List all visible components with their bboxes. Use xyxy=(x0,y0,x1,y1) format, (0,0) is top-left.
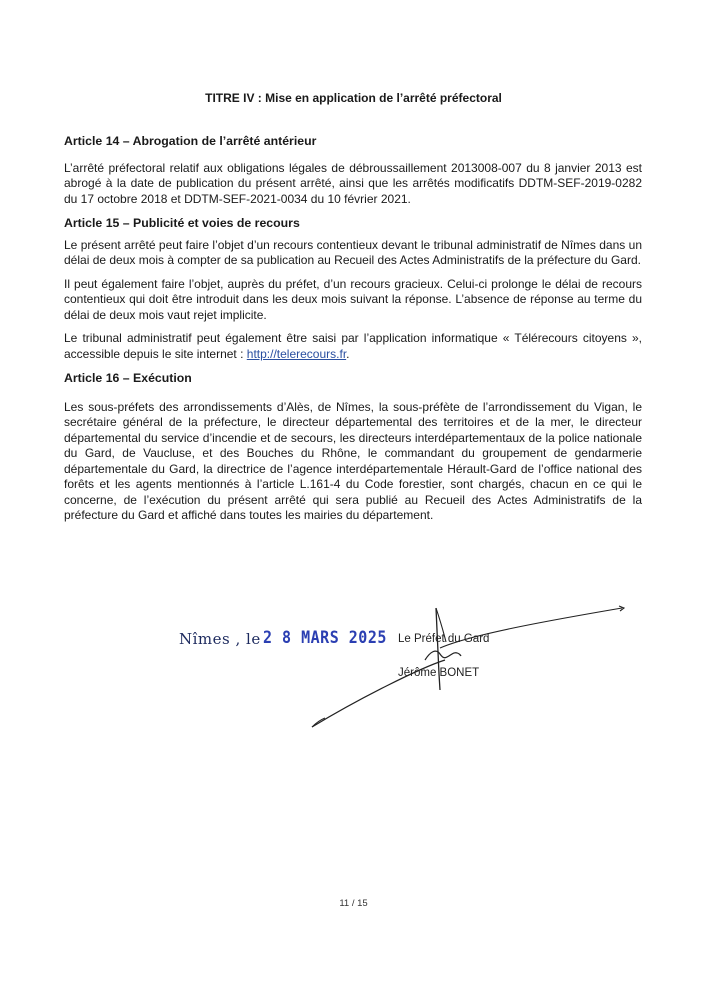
article-15-paragraph-2: Il peut également faire l’objet, auprès du préfet, d’un recours gracieux. Celui-ci prolonge le délai de recours contentieux qui doit être introduit dans les deux mois suivant la réponse. L’absence de réponse au terme du délai de deux mois vaut rejet implicite. xyxy=(64,276,642,322)
article-16-heading: Article 16 – Exécution xyxy=(64,371,192,385)
article-15-paragraph-3-end: . xyxy=(346,346,350,361)
section-title: TITRE IV : Mise en application de l’arrêté préfectoral xyxy=(205,91,502,105)
article-15-paragraph-1: Le présent arrêté peut faire l’objet d’un recours contentieux devant le tribunal administratif de Nîmes dans un délai de deux mois à compter de sa publication au Recueil des Actes Administratifs de la préfecture du Gard. xyxy=(64,237,642,267)
signatory-title: Le Préfet du Gard xyxy=(398,633,490,645)
page-number: 11 / 15 xyxy=(339,898,368,909)
signature-place: Nîmes , le xyxy=(179,630,261,648)
signatory-name: Jérôme BONET xyxy=(398,667,480,679)
article-14-heading: Article 14 – Abrogation de l’arrêté antérieur xyxy=(64,134,317,148)
article-15-paragraph-3 xyxy=(64,331,642,362)
article-15-paragraph-3-text: Le tribunal administratif peut également être saisi par l’application informatique « Télérecours citoyens », accessible depuis le site internet : xyxy=(64,331,642,361)
date-stamp: 2 8 MARS 2025 xyxy=(263,626,387,648)
document-body xyxy=(64,134,642,532)
signature-block xyxy=(0,590,707,750)
telerecours-link[interactable]: http://telerecours.fr xyxy=(246,346,347,361)
article-16-paragraph: Les sous-préfets des arrondissements d’Alès, de Nîmes, la sous-préfète de l’arrondissement du Vigan, le secrétaire général de la préfecture, le directeur départemental des territoires et de la mer, le directeur départemental du service d’incendie et de secours, les directeurs interdépartementaux de la police nationale du Gard, de Vaucluse, et des Bouches du Rhône, le commandant du groupement de gendarmerie départementale du Gard, la directrice de l’agence interdépartementale Hérault-Gard de l’office national des forêts et les agents mentionnés à l’article L.161-4 du Code forestier, sont chargés, chacun en ce qui le concerne, de l’exécution du présent arrêté qui sera publié au Recueil des Actes Administratifs de la préfecture du Gard et affiché dans toutes les mairies du département. xyxy=(64,399,642,522)
article-15-heading: Article 15 – Publicité et voies de recours xyxy=(64,216,300,230)
handwritten-signature-icon xyxy=(0,590,707,750)
article-14-paragraph: L’arrêté préfectoral relatif aux obligations légales de débroussaillement 2013008-007 du 8 janvier 2013 est abrogé à la date de publication du présent arrêté, ainsi que les arrêtés modificatifs DDTM-SEF-2019-0282 du 17 octobre 2018 et DDTM-SEF-2021-0034 du 10 février 2021. xyxy=(64,160,642,206)
